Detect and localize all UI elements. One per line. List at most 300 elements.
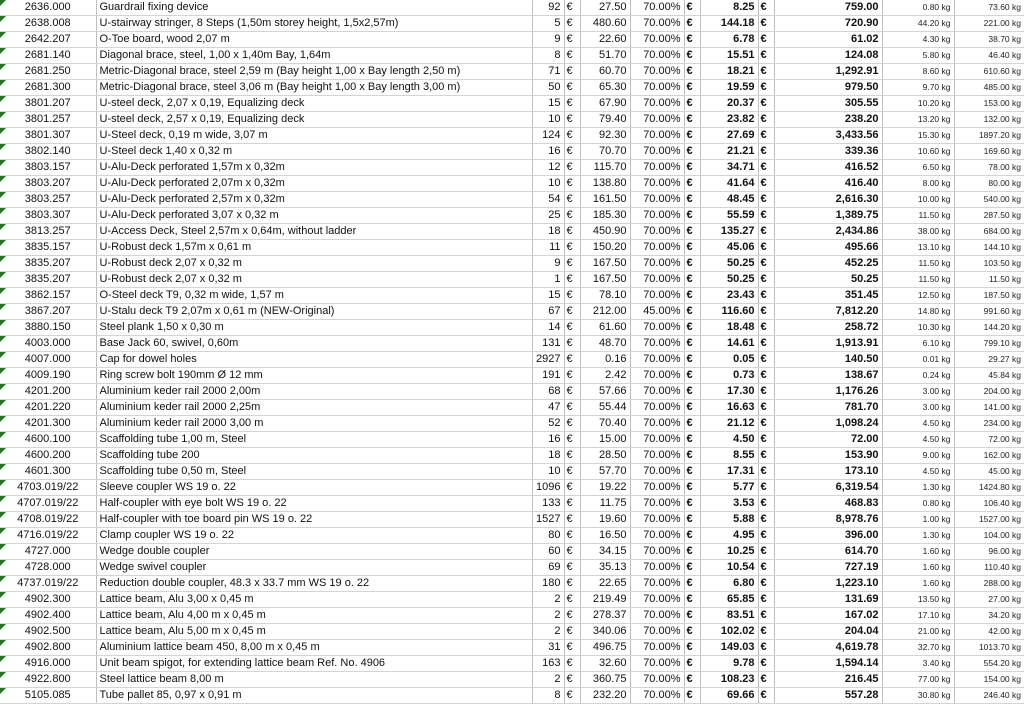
currency-symbol-cell[interactable]: €: [684, 272, 700, 288]
currency-symbol-cell[interactable]: €: [564, 640, 580, 656]
total-price-cell[interactable]: 204.04: [774, 624, 882, 640]
unit-price-cell[interactable]: 48.70: [580, 336, 630, 352]
quantity-cell[interactable]: 9: [532, 32, 564, 48]
total-price-cell[interactable]: 6,319.54: [774, 480, 882, 496]
unit-price-cell[interactable]: 55.44: [580, 400, 630, 416]
description-cell[interactable]: Steel lattice beam 8,00 m: [96, 672, 532, 688]
discount-cell[interactable]: 70.00%: [630, 336, 684, 352]
currency-symbol-cell[interactable]: €: [684, 592, 700, 608]
currency-symbol-cell[interactable]: €: [758, 448, 774, 464]
unit-price-cell[interactable]: 496.75: [580, 640, 630, 656]
total-price-cell[interactable]: 140.50: [774, 352, 882, 368]
currency-symbol-cell[interactable]: €: [684, 96, 700, 112]
unit-price-cell[interactable]: 19.22: [580, 480, 630, 496]
quantity-cell[interactable]: 133: [532, 496, 564, 512]
currency-symbol-cell[interactable]: €: [564, 192, 580, 208]
currency-symbol-cell[interactable]: €: [564, 432, 580, 448]
total-weight-cell[interactable]: 45.00 kg: [954, 464, 1024, 480]
unit-price-cell[interactable]: 0.16: [580, 352, 630, 368]
unit-weight-cell[interactable]: 38.00 kg: [882, 224, 954, 240]
unit-weight-cell[interactable]: 9.70 kg: [882, 80, 954, 96]
unit-price-cell[interactable]: 65.30: [580, 80, 630, 96]
net-price-cell[interactable]: 18.21: [700, 64, 758, 80]
discount-cell[interactable]: 70.00%: [630, 576, 684, 592]
unit-price-cell[interactable]: 22.60: [580, 32, 630, 48]
quantity-cell[interactable]: 11: [532, 240, 564, 256]
unit-weight-cell[interactable]: 0.80 kg: [882, 496, 954, 512]
item-code-cell[interactable]: 4902.800: [0, 640, 96, 656]
description-cell[interactable]: U-Robust deck 2,07 x 0,32 m: [96, 256, 532, 272]
total-price-cell[interactable]: 3,433.56: [774, 128, 882, 144]
quantity-cell[interactable]: 60: [532, 544, 564, 560]
quantity-cell[interactable]: 180: [532, 576, 564, 592]
total-price-cell[interactable]: 396.00: [774, 528, 882, 544]
item-code-cell[interactable]: 2642.207: [0, 32, 96, 48]
currency-symbol-cell[interactable]: €: [758, 288, 774, 304]
total-price-cell[interactable]: 1,913.91: [774, 336, 882, 352]
currency-symbol-cell[interactable]: €: [564, 64, 580, 80]
currency-symbol-cell[interactable]: €: [758, 128, 774, 144]
currency-symbol-cell[interactable]: €: [564, 528, 580, 544]
total-price-cell[interactable]: 238.20: [774, 112, 882, 128]
currency-symbol-cell[interactable]: €: [684, 416, 700, 432]
net-price-cell[interactable]: 5.77: [700, 480, 758, 496]
description-cell[interactable]: U-Robust deck 2,07 x 0,32 m: [96, 272, 532, 288]
total-weight-cell[interactable]: 132.00 kg: [954, 112, 1024, 128]
description-cell[interactable]: Half-coupler with toe board pin WS 19 o. 22: [96, 512, 532, 528]
unit-weight-cell[interactable]: 3.00 kg: [882, 384, 954, 400]
net-price-cell[interactable]: 23.43: [700, 288, 758, 304]
discount-cell[interactable]: 70.00%: [630, 432, 684, 448]
total-weight-cell[interactable]: 1897.20 kg: [954, 128, 1024, 144]
currency-symbol-cell[interactable]: €: [684, 0, 700, 16]
quantity-cell[interactable]: 163: [532, 656, 564, 672]
discount-cell[interactable]: 70.00%: [630, 528, 684, 544]
currency-symbol-cell[interactable]: €: [684, 208, 700, 224]
discount-cell[interactable]: 70.00%: [630, 592, 684, 608]
description-cell[interactable]: Wedge double coupler: [96, 544, 532, 560]
net-price-cell[interactable]: 102.02: [700, 624, 758, 640]
quantity-cell[interactable]: 2: [532, 672, 564, 688]
currency-symbol-cell[interactable]: €: [758, 16, 774, 32]
currency-symbol-cell[interactable]: €: [758, 544, 774, 560]
currency-symbol-cell[interactable]: €: [684, 80, 700, 96]
currency-symbol-cell[interactable]: €: [684, 16, 700, 32]
net-price-cell[interactable]: 55.59: [700, 208, 758, 224]
unit-price-cell[interactable]: 19.60: [580, 512, 630, 528]
unit-weight-cell[interactable]: 10.20 kg: [882, 96, 954, 112]
description-cell[interactable]: Half-coupler with eye bolt WS 19 o. 22: [96, 496, 532, 512]
net-price-cell[interactable]: 15.51: [700, 48, 758, 64]
currency-symbol-cell[interactable]: €: [684, 288, 700, 304]
currency-symbol-cell[interactable]: €: [564, 16, 580, 32]
discount-cell[interactable]: 70.00%: [630, 224, 684, 240]
unit-weight-cell[interactable]: 8.60 kg: [882, 64, 954, 80]
description-cell[interactable]: Wedge swivel coupler: [96, 560, 532, 576]
discount-cell[interactable]: 70.00%: [630, 240, 684, 256]
total-weight-cell[interactable]: 72.00 kg: [954, 432, 1024, 448]
discount-cell[interactable]: 70.00%: [630, 368, 684, 384]
currency-symbol-cell[interactable]: €: [758, 432, 774, 448]
description-cell[interactable]: Unit beam spigot, for extending lattice beam Ref. No. 4906: [96, 656, 532, 672]
quantity-cell[interactable]: 10: [532, 464, 564, 480]
total-weight-cell[interactable]: 144.20 kg: [954, 320, 1024, 336]
quantity-cell[interactable]: 15: [532, 96, 564, 112]
currency-symbol-cell[interactable]: €: [758, 640, 774, 656]
quantity-cell[interactable]: 18: [532, 448, 564, 464]
currency-symbol-cell[interactable]: €: [758, 48, 774, 64]
unit-price-cell[interactable]: 35.13: [580, 560, 630, 576]
currency-symbol-cell[interactable]: €: [758, 512, 774, 528]
currency-symbol-cell[interactable]: €: [758, 208, 774, 224]
net-price-cell[interactable]: 50.25: [700, 256, 758, 272]
net-price-cell[interactable]: 8.25: [700, 0, 758, 16]
quantity-cell[interactable]: 14: [532, 320, 564, 336]
quantity-cell[interactable]: 50: [532, 80, 564, 96]
unit-price-cell[interactable]: 51.70: [580, 48, 630, 64]
currency-symbol-cell[interactable]: €: [564, 544, 580, 560]
total-weight-cell[interactable]: 162.00 kg: [954, 448, 1024, 464]
currency-symbol-cell[interactable]: €: [758, 272, 774, 288]
total-weight-cell[interactable]: 73.60 kg: [954, 0, 1024, 16]
discount-cell[interactable]: 70.00%: [630, 16, 684, 32]
unit-weight-cell[interactable]: 15.30 kg: [882, 128, 954, 144]
quantity-cell[interactable]: 16: [532, 144, 564, 160]
quantity-cell[interactable]: 1527: [532, 512, 564, 528]
currency-symbol-cell[interactable]: €: [684, 400, 700, 416]
item-code-cell[interactable]: 4600.200: [0, 448, 96, 464]
total-price-cell[interactable]: 1,223.10: [774, 576, 882, 592]
item-code-cell[interactable]: 4009.190: [0, 368, 96, 384]
net-price-cell[interactable]: 5.88: [700, 512, 758, 528]
total-price-cell[interactable]: 173.10: [774, 464, 882, 480]
total-price-cell[interactable]: 8,978.76: [774, 512, 882, 528]
total-price-cell[interactable]: 7,812.20: [774, 304, 882, 320]
quantity-cell[interactable]: 8: [532, 48, 564, 64]
unit-weight-cell[interactable]: 4.30 kg: [882, 32, 954, 48]
currency-symbol-cell[interactable]: €: [684, 544, 700, 560]
currency-symbol-cell[interactable]: €: [564, 32, 580, 48]
description-cell[interactable]: Metric-Diagonal brace, steel 3,06 m (Bay height 1,00 x Bay length 3,00 m): [96, 80, 532, 96]
item-code-cell[interactable]: 4737.019/22: [0, 576, 96, 592]
currency-symbol-cell[interactable]: €: [758, 304, 774, 320]
currency-symbol-cell[interactable]: €: [684, 432, 700, 448]
currency-symbol-cell[interactable]: €: [684, 112, 700, 128]
discount-cell[interactable]: 70.00%: [630, 672, 684, 688]
item-code-cell[interactable]: 4728.000: [0, 560, 96, 576]
net-price-cell[interactable]: 144.18: [700, 16, 758, 32]
currency-symbol-cell[interactable]: €: [564, 512, 580, 528]
total-price-cell[interactable]: 131.69: [774, 592, 882, 608]
currency-symbol-cell[interactable]: €: [684, 480, 700, 496]
currency-symbol-cell[interactable]: €: [564, 352, 580, 368]
unit-weight-cell[interactable]: 11.50 kg: [882, 208, 954, 224]
currency-symbol-cell[interactable]: €: [564, 240, 580, 256]
net-price-cell[interactable]: 45.06: [700, 240, 758, 256]
total-weight-cell[interactable]: 1013.70 kg: [954, 640, 1024, 656]
item-code-cell[interactable]: 4902.400: [0, 608, 96, 624]
quantity-cell[interactable]: 67: [532, 304, 564, 320]
currency-symbol-cell[interactable]: €: [564, 80, 580, 96]
item-code-cell[interactable]: 2681.300: [0, 80, 96, 96]
total-price-cell[interactable]: 1,176.26: [774, 384, 882, 400]
description-cell[interactable]: Guardrail fixing device: [96, 0, 532, 16]
description-cell[interactable]: Ring screw bolt 190mm Ø 12 mm: [96, 368, 532, 384]
currency-symbol-cell[interactable]: €: [564, 384, 580, 400]
currency-symbol-cell[interactable]: €: [684, 304, 700, 320]
description-cell[interactable]: U-Stalu deck T9 2,07m x 0,61 m (NEW-Original): [96, 304, 532, 320]
quantity-cell[interactable]: 191: [532, 368, 564, 384]
unit-price-cell[interactable]: 70.40: [580, 416, 630, 432]
quantity-cell[interactable]: 2: [532, 608, 564, 624]
item-code-cell[interactable]: 4707.019/22: [0, 496, 96, 512]
item-code-cell[interactable]: 5105.085: [0, 688, 96, 704]
unit-weight-cell[interactable]: 0.01 kg: [882, 352, 954, 368]
item-code-cell[interactable]: 4201.220: [0, 400, 96, 416]
currency-symbol-cell[interactable]: €: [684, 496, 700, 512]
currency-symbol-cell[interactable]: €: [684, 368, 700, 384]
item-code-cell[interactable]: 3867.207: [0, 304, 96, 320]
total-weight-cell[interactable]: 1424.80 kg: [954, 480, 1024, 496]
discount-cell[interactable]: 70.00%: [630, 384, 684, 400]
quantity-cell[interactable]: 31: [532, 640, 564, 656]
discount-cell[interactable]: 70.00%: [630, 640, 684, 656]
net-price-cell[interactable]: 6.80: [700, 576, 758, 592]
net-price-cell[interactable]: 9.78: [700, 656, 758, 672]
currency-symbol-cell[interactable]: €: [564, 416, 580, 432]
total-weight-cell[interactable]: 38.70 kg: [954, 32, 1024, 48]
total-price-cell[interactable]: 61.02: [774, 32, 882, 48]
net-price-cell[interactable]: 27.69: [700, 128, 758, 144]
unit-weight-cell[interactable]: 1.60 kg: [882, 576, 954, 592]
unit-weight-cell[interactable]: 5.80 kg: [882, 48, 954, 64]
total-weight-cell[interactable]: 799.10 kg: [954, 336, 1024, 352]
total-price-cell[interactable]: 495.66: [774, 240, 882, 256]
unit-price-cell[interactable]: 480.60: [580, 16, 630, 32]
description-cell[interactable]: O-Toe board, wood 2,07 m: [96, 32, 532, 48]
net-price-cell[interactable]: 17.30: [700, 384, 758, 400]
quantity-cell[interactable]: 131: [532, 336, 564, 352]
unit-price-cell[interactable]: 167.50: [580, 256, 630, 272]
total-price-cell[interactable]: 351.45: [774, 288, 882, 304]
discount-cell[interactable]: 70.00%: [630, 128, 684, 144]
total-price-cell[interactable]: 305.55: [774, 96, 882, 112]
currency-symbol-cell[interactable]: €: [684, 448, 700, 464]
quantity-cell[interactable]: 16: [532, 432, 564, 448]
unit-weight-cell[interactable]: 6.50 kg: [882, 160, 954, 176]
description-cell[interactable]: Lattice beam, Alu 4,00 m x 0,45 m: [96, 608, 532, 624]
net-price-cell[interactable]: 23.82: [700, 112, 758, 128]
total-price-cell[interactable]: 727.19: [774, 560, 882, 576]
total-weight-cell[interactable]: 80.00 kg: [954, 176, 1024, 192]
currency-symbol-cell[interactable]: €: [684, 528, 700, 544]
discount-cell[interactable]: 70.00%: [630, 144, 684, 160]
currency-symbol-cell[interactable]: €: [758, 176, 774, 192]
description-cell[interactable]: Aluminium keder rail 2000 2,00m: [96, 384, 532, 400]
unit-price-cell[interactable]: 79.40: [580, 112, 630, 128]
currency-symbol-cell[interactable]: €: [684, 160, 700, 176]
net-price-cell[interactable]: 10.25: [700, 544, 758, 560]
unit-price-cell[interactable]: 57.66: [580, 384, 630, 400]
currency-symbol-cell[interactable]: €: [758, 576, 774, 592]
unit-price-cell[interactable]: 61.60: [580, 320, 630, 336]
quantity-cell[interactable]: 47: [532, 400, 564, 416]
description-cell[interactable]: Base Jack 60, swivel, 0,60m: [96, 336, 532, 352]
quantity-cell[interactable]: 12: [532, 160, 564, 176]
currency-symbol-cell[interactable]: €: [758, 560, 774, 576]
description-cell[interactable]: Tube pallet 85, 0,97 x 0,91 m: [96, 688, 532, 704]
unit-price-cell[interactable]: 92.30: [580, 128, 630, 144]
unit-price-cell[interactable]: 115.70: [580, 160, 630, 176]
currency-symbol-cell[interactable]: €: [684, 512, 700, 528]
currency-symbol-cell[interactable]: €: [684, 464, 700, 480]
total-weight-cell[interactable]: 287.50 kg: [954, 208, 1024, 224]
unit-price-cell[interactable]: 219.49: [580, 592, 630, 608]
discount-cell[interactable]: 70.00%: [630, 288, 684, 304]
currency-symbol-cell[interactable]: €: [684, 224, 700, 240]
net-price-cell[interactable]: 21.12: [700, 416, 758, 432]
currency-symbol-cell[interactable]: €: [564, 464, 580, 480]
quantity-cell[interactable]: 1096: [532, 480, 564, 496]
unit-weight-cell[interactable]: 9.00 kg: [882, 448, 954, 464]
quantity-cell[interactable]: 18: [532, 224, 564, 240]
quantity-cell[interactable]: 54: [532, 192, 564, 208]
item-code-cell[interactable]: 2681.140: [0, 48, 96, 64]
currency-symbol-cell[interactable]: €: [758, 352, 774, 368]
currency-symbol-cell[interactable]: €: [684, 560, 700, 576]
currency-symbol-cell[interactable]: €: [564, 400, 580, 416]
unit-weight-cell[interactable]: 11.50 kg: [882, 256, 954, 272]
total-weight-cell[interactable]: 154.00 kg: [954, 672, 1024, 688]
quantity-cell[interactable]: 1: [532, 272, 564, 288]
currency-symbol-cell[interactable]: €: [758, 112, 774, 128]
unit-weight-cell[interactable]: 1.30 kg: [882, 480, 954, 496]
total-weight-cell[interactable]: 540.00 kg: [954, 192, 1024, 208]
unit-weight-cell[interactable]: 1.00 kg: [882, 512, 954, 528]
total-price-cell[interactable]: 416.52: [774, 160, 882, 176]
item-code-cell[interactable]: 3803.157: [0, 160, 96, 176]
unit-weight-cell[interactable]: 11.50 kg: [882, 272, 954, 288]
total-weight-cell[interactable]: 187.50 kg: [954, 288, 1024, 304]
item-code-cell[interactable]: 2638.008: [0, 16, 96, 32]
currency-symbol-cell[interactable]: €: [564, 608, 580, 624]
description-cell[interactable]: Clamp coupler WS 19 o. 22: [96, 528, 532, 544]
unit-weight-cell[interactable]: 13.20 kg: [882, 112, 954, 128]
discount-cell[interactable]: 70.00%: [630, 176, 684, 192]
total-price-cell[interactable]: 138.67: [774, 368, 882, 384]
unit-price-cell[interactable]: 150.20: [580, 240, 630, 256]
currency-symbol-cell[interactable]: €: [684, 256, 700, 272]
currency-symbol-cell[interactable]: €: [564, 672, 580, 688]
currency-symbol-cell[interactable]: €: [758, 496, 774, 512]
item-code-cell[interactable]: 3835.207: [0, 256, 96, 272]
description-cell[interactable]: U-Alu-Deck perforated 3,07 x 0,32 m: [96, 208, 532, 224]
quantity-cell[interactable]: 71: [532, 64, 564, 80]
item-code-cell[interactable]: 4201.300: [0, 416, 96, 432]
description-cell[interactable]: Aluminium keder rail 2000 3,00 m: [96, 416, 532, 432]
item-code-cell[interactable]: 4727.000: [0, 544, 96, 560]
unit-weight-cell[interactable]: 30.80 kg: [882, 688, 954, 704]
unit-weight-cell[interactable]: 4.50 kg: [882, 416, 954, 432]
currency-symbol-cell[interactable]: €: [758, 192, 774, 208]
currency-symbol-cell[interactable]: €: [758, 416, 774, 432]
item-code-cell[interactable]: 4601.300: [0, 464, 96, 480]
total-price-cell[interactable]: 167.02: [774, 608, 882, 624]
unit-weight-cell[interactable]: 3.40 kg: [882, 656, 954, 672]
total-price-cell[interactable]: 416.40: [774, 176, 882, 192]
quantity-cell[interactable]: 69: [532, 560, 564, 576]
item-code-cell[interactable]: 4902.300: [0, 592, 96, 608]
description-cell[interactable]: Diagonal brace, steel, 1,00 x 1,40m Bay, 1,64m: [96, 48, 532, 64]
currency-symbol-cell[interactable]: €: [564, 144, 580, 160]
net-price-cell[interactable]: 19.59: [700, 80, 758, 96]
total-weight-cell[interactable]: 991.60 kg: [954, 304, 1024, 320]
unit-price-cell[interactable]: 340.06: [580, 624, 630, 640]
unit-weight-cell[interactable]: 14.80 kg: [882, 304, 954, 320]
currency-symbol-cell[interactable]: €: [684, 240, 700, 256]
net-price-cell[interactable]: 16.63: [700, 400, 758, 416]
unit-weight-cell[interactable]: 21.00 kg: [882, 624, 954, 640]
quantity-cell[interactable]: 8: [532, 688, 564, 704]
description-cell[interactable]: U-Steel deck 1,40 x 0,32 m: [96, 144, 532, 160]
currency-symbol-cell[interactable]: €: [684, 576, 700, 592]
description-cell[interactable]: U-steel deck, 2,57 x 0,19, Equalizing deck: [96, 112, 532, 128]
total-weight-cell[interactable]: 485.00 kg: [954, 80, 1024, 96]
currency-symbol-cell[interactable]: €: [758, 656, 774, 672]
total-price-cell[interactable]: 339.36: [774, 144, 882, 160]
discount-cell[interactable]: 70.00%: [630, 256, 684, 272]
total-weight-cell[interactable]: 554.20 kg: [954, 656, 1024, 672]
quantity-cell[interactable]: 2927: [532, 352, 564, 368]
description-cell[interactable]: O-Steel deck T9, 0,32 m wide, 1,57 m: [96, 288, 532, 304]
currency-symbol-cell[interactable]: €: [564, 560, 580, 576]
description-cell[interactable]: Scaffolding tube 1,00 m, Steel: [96, 432, 532, 448]
unit-weight-cell[interactable]: 10.30 kg: [882, 320, 954, 336]
unit-price-cell[interactable]: 60.70: [580, 64, 630, 80]
discount-cell[interactable]: 70.00%: [630, 416, 684, 432]
net-price-cell[interactable]: 6.78: [700, 32, 758, 48]
unit-price-cell[interactable]: 185.30: [580, 208, 630, 224]
total-price-cell[interactable]: 1,292.91: [774, 64, 882, 80]
description-cell[interactable]: U-stairway stringer, 8 Steps (1,50m storey height, 1,5x2,57m): [96, 16, 532, 32]
total-weight-cell[interactable]: 78.00 kg: [954, 160, 1024, 176]
item-code-cell[interactable]: 4703.019/22: [0, 480, 96, 496]
description-cell[interactable]: U-Alu-Deck perforated 1,57m x 0,32m: [96, 160, 532, 176]
item-code-cell[interactable]: 4007.000: [0, 352, 96, 368]
total-weight-cell[interactable]: 45.84 kg: [954, 368, 1024, 384]
description-cell[interactable]: Lattice beam, Alu 3,00 x 0,45 m: [96, 592, 532, 608]
quantity-cell[interactable]: 92: [532, 0, 564, 16]
total-weight-cell[interactable]: 204.00 kg: [954, 384, 1024, 400]
unit-price-cell[interactable]: 27.50: [580, 0, 630, 16]
discount-cell[interactable]: 70.00%: [630, 0, 684, 16]
currency-symbol-cell[interactable]: €: [684, 32, 700, 48]
unit-price-cell[interactable]: 360.75: [580, 672, 630, 688]
unit-weight-cell[interactable]: 13.50 kg: [882, 592, 954, 608]
total-weight-cell[interactable]: 46.40 kg: [954, 48, 1024, 64]
currency-symbol-cell[interactable]: €: [564, 576, 580, 592]
unit-price-cell[interactable]: 70.70: [580, 144, 630, 160]
currency-symbol-cell[interactable]: €: [564, 96, 580, 112]
total-weight-cell[interactable]: 234.00 kg: [954, 416, 1024, 432]
discount-cell[interactable]: 70.00%: [630, 400, 684, 416]
currency-symbol-cell[interactable]: €: [758, 368, 774, 384]
currency-symbol-cell[interactable]: €: [684, 624, 700, 640]
unit-price-cell[interactable]: 161.50: [580, 192, 630, 208]
currency-symbol-cell[interactable]: €: [758, 624, 774, 640]
total-weight-cell[interactable]: 684.00 kg: [954, 224, 1024, 240]
net-price-cell[interactable]: 149.03: [700, 640, 758, 656]
